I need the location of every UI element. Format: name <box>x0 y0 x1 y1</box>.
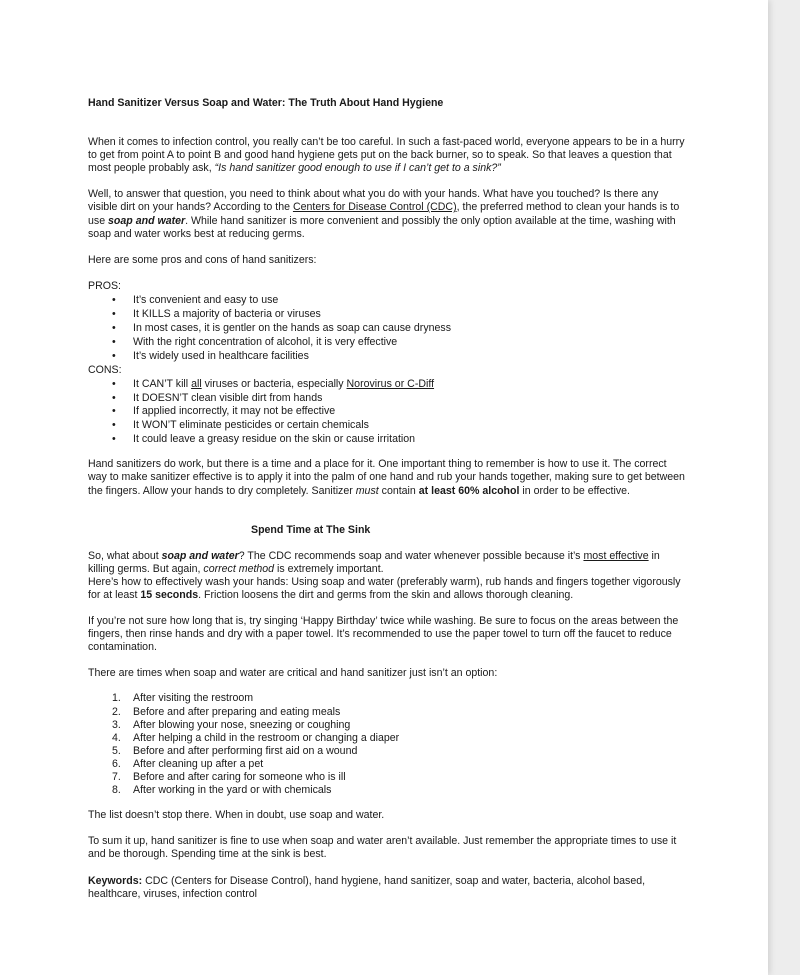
intro-question: “Is hand sanitizer good enough to use if I can’t get to a sink?” <box>214 162 501 175</box>
usage-text-c: in order to be effective. <box>519 484 630 497</box>
list-item: Before and after performing first aid on a wound <box>133 744 358 757</box>
soap-text-a: So, what about <box>88 549 162 562</box>
list-item: • In most cases, it is gentler on the hands as soap can cause dryness <box>133 322 688 335</box>
cdc-text-a: Well, to answer that question, you need to think about what you do with your hands. What have you touched? Is there any visible dirt on your hands? According to the <box>88 188 659 214</box>
soap-text-c: in killing germs. But again, <box>88 549 660 575</box>
correct-method-emphasis: correct method <box>203 562 275 575</box>
pros-list <box>88 294 688 363</box>
norovirus-link[interactable]: Norovirus or C-Diff <box>346 377 435 390</box>
list-item: Before and after caring for someone who is ill <box>133 771 346 784</box>
list-item: After visiting the restroom <box>133 692 254 705</box>
soap-text-b: ? The CDC recommends soap and water whenever possible because it’s <box>238 549 584 562</box>
list-item: After working in the yard or with chemicals <box>133 784 332 797</box>
pros-label: PROS: <box>88 279 121 292</box>
intro-paragraph <box>88 136 688 175</box>
cdc-link[interactable]: Centers for Disease Control (CDC) <box>292 201 457 214</box>
list-item: • It could leave a greasy residue on the skin or cause irritation <box>133 433 688 446</box>
list-item: • It DOESN’T clean visible dirt from hands <box>133 392 688 405</box>
keywords-text: CDC (Centers for Disease Control), hand hygiene, hand sanitizer, soap and water, bacteria, alcohol based, healthcare, viruses, infection control <box>88 874 646 900</box>
pros-cons-lead: Here are some pros and cons of hand sanitizers: <box>88 253 317 266</box>
alcohol-emphasis: at least 60% alcohol <box>418 484 520 497</box>
summary-paragraph: To sum it up, hand sanitizer is fine to use when soap and water aren’t available. Just remember the appropriate times to use it and be thorough. Spending time at the sink is best. <box>88 835 677 861</box>
list-item: • It KILLS a majority of bacteria or viruses <box>133 308 688 321</box>
critical-times-lead: There are times when soap and water are critical and hand sanitizer just isn’t an option: <box>88 667 498 680</box>
cdc-text-b: , the preferred method to clean your hands is to use <box>88 201 680 227</box>
birthday-paragraph: If you’re not sure how long that is, try singing ‘Happy Birthday’ twice while washing. Be sure to focus on the areas between the fingers, then rinse hands and dry with a paper towel. It’s recommended to use the paper towel to turn off the faucet to reduce contamination. <box>88 615 679 654</box>
critical-times-list <box>88 692 688 797</box>
usage-text-a: Hand sanitizers do work, but there is a time and a place for it. One important thing to remember is how to use it. The correct way to make sanitizer effective is to apply it into the palm of one hand and rub your hands together, making sure to get between the fingers. Allow your hands to dry completely. Sanitizer <box>88 458 685 497</box>
list-item: After helping a child in the restroom or changing a diaper <box>133 731 400 744</box>
soap-water-emphasis: soap and water <box>108 214 186 227</box>
cdc-text-c: . While hand sanitizer is more convenient and possibly the only option available at the time, washing with soap and water works best at reducing germs. <box>88 214 676 240</box>
sanitizer-usage-paragraph <box>88 458 688 497</box>
doubt-paragraph: The list doesn’t stop there. When in doubt, use soap and water. <box>88 809 385 822</box>
cons-first-b: viruses or bacteria, especially <box>201 377 347 390</box>
wash-text-a: Here’s how to effectively wash your hands: Using soap and water (preferably warm), rub hands and fingers together vigorously for at least <box>88 575 681 601</box>
list-item <box>133 378 688 391</box>
must-emphasis: must <box>355 484 379 497</box>
list-item: After blowing your nose, sneezing or coughing <box>133 718 351 731</box>
list-item: • It WON’T eliminate pesticides or certain chemicals <box>133 419 688 432</box>
cons-first-a: It CAN’T kill <box>133 377 192 390</box>
intro-text: When it comes to infection control, you really can’t be too careful. In such a fast-paced world, everyone appears to be in a hurry to get from point A to point B and good hand hygiene gets put on the back burner, so to speak. So that leaves a question that most people probably ask, <box>88 136 685 175</box>
cons-label: CONS: <box>88 363 122 376</box>
soap-water-emphasis-2: soap and water <box>161 549 239 562</box>
seconds-emphasis: 15 seconds <box>140 589 199 601</box>
list-item: • If applied incorrectly, it may not be effective <box>133 405 688 418</box>
document-body <box>88 97 688 914</box>
most-effective-link[interactable]: most effective <box>583 549 649 562</box>
section-title: Spend Time at The Sink <box>251 523 371 536</box>
list-item: After cleaning up after a pet <box>133 757 264 770</box>
cons-list <box>88 378 688 447</box>
keywords-label: Keywords: <box>88 874 143 887</box>
soap-text-d: is extremely important. <box>274 562 384 575</box>
list-item: • With the right concentration of alcohol, it is very effective <box>133 336 688 349</box>
all-underlined: all <box>191 377 202 390</box>
soap-water-paragraph <box>88 550 688 602</box>
document-title: Hand Sanitizer Versus Soap and Water: The Truth About Hand Hygiene <box>88 97 444 109</box>
keywords-paragraph <box>88 875 688 901</box>
list-item: Before and after preparing and eating meals <box>133 705 341 718</box>
cdc-paragraph <box>88 188 688 240</box>
usage-text-b: contain <box>378 484 419 497</box>
list-item: • It’s convenient and easy to use <box>133 294 688 307</box>
list-item: • It’s widely used in healthcare facilities <box>133 350 688 363</box>
wash-text-b: . Friction loosens the dirt and germs from the skin and allows thorough cleaning. <box>198 589 574 601</box>
